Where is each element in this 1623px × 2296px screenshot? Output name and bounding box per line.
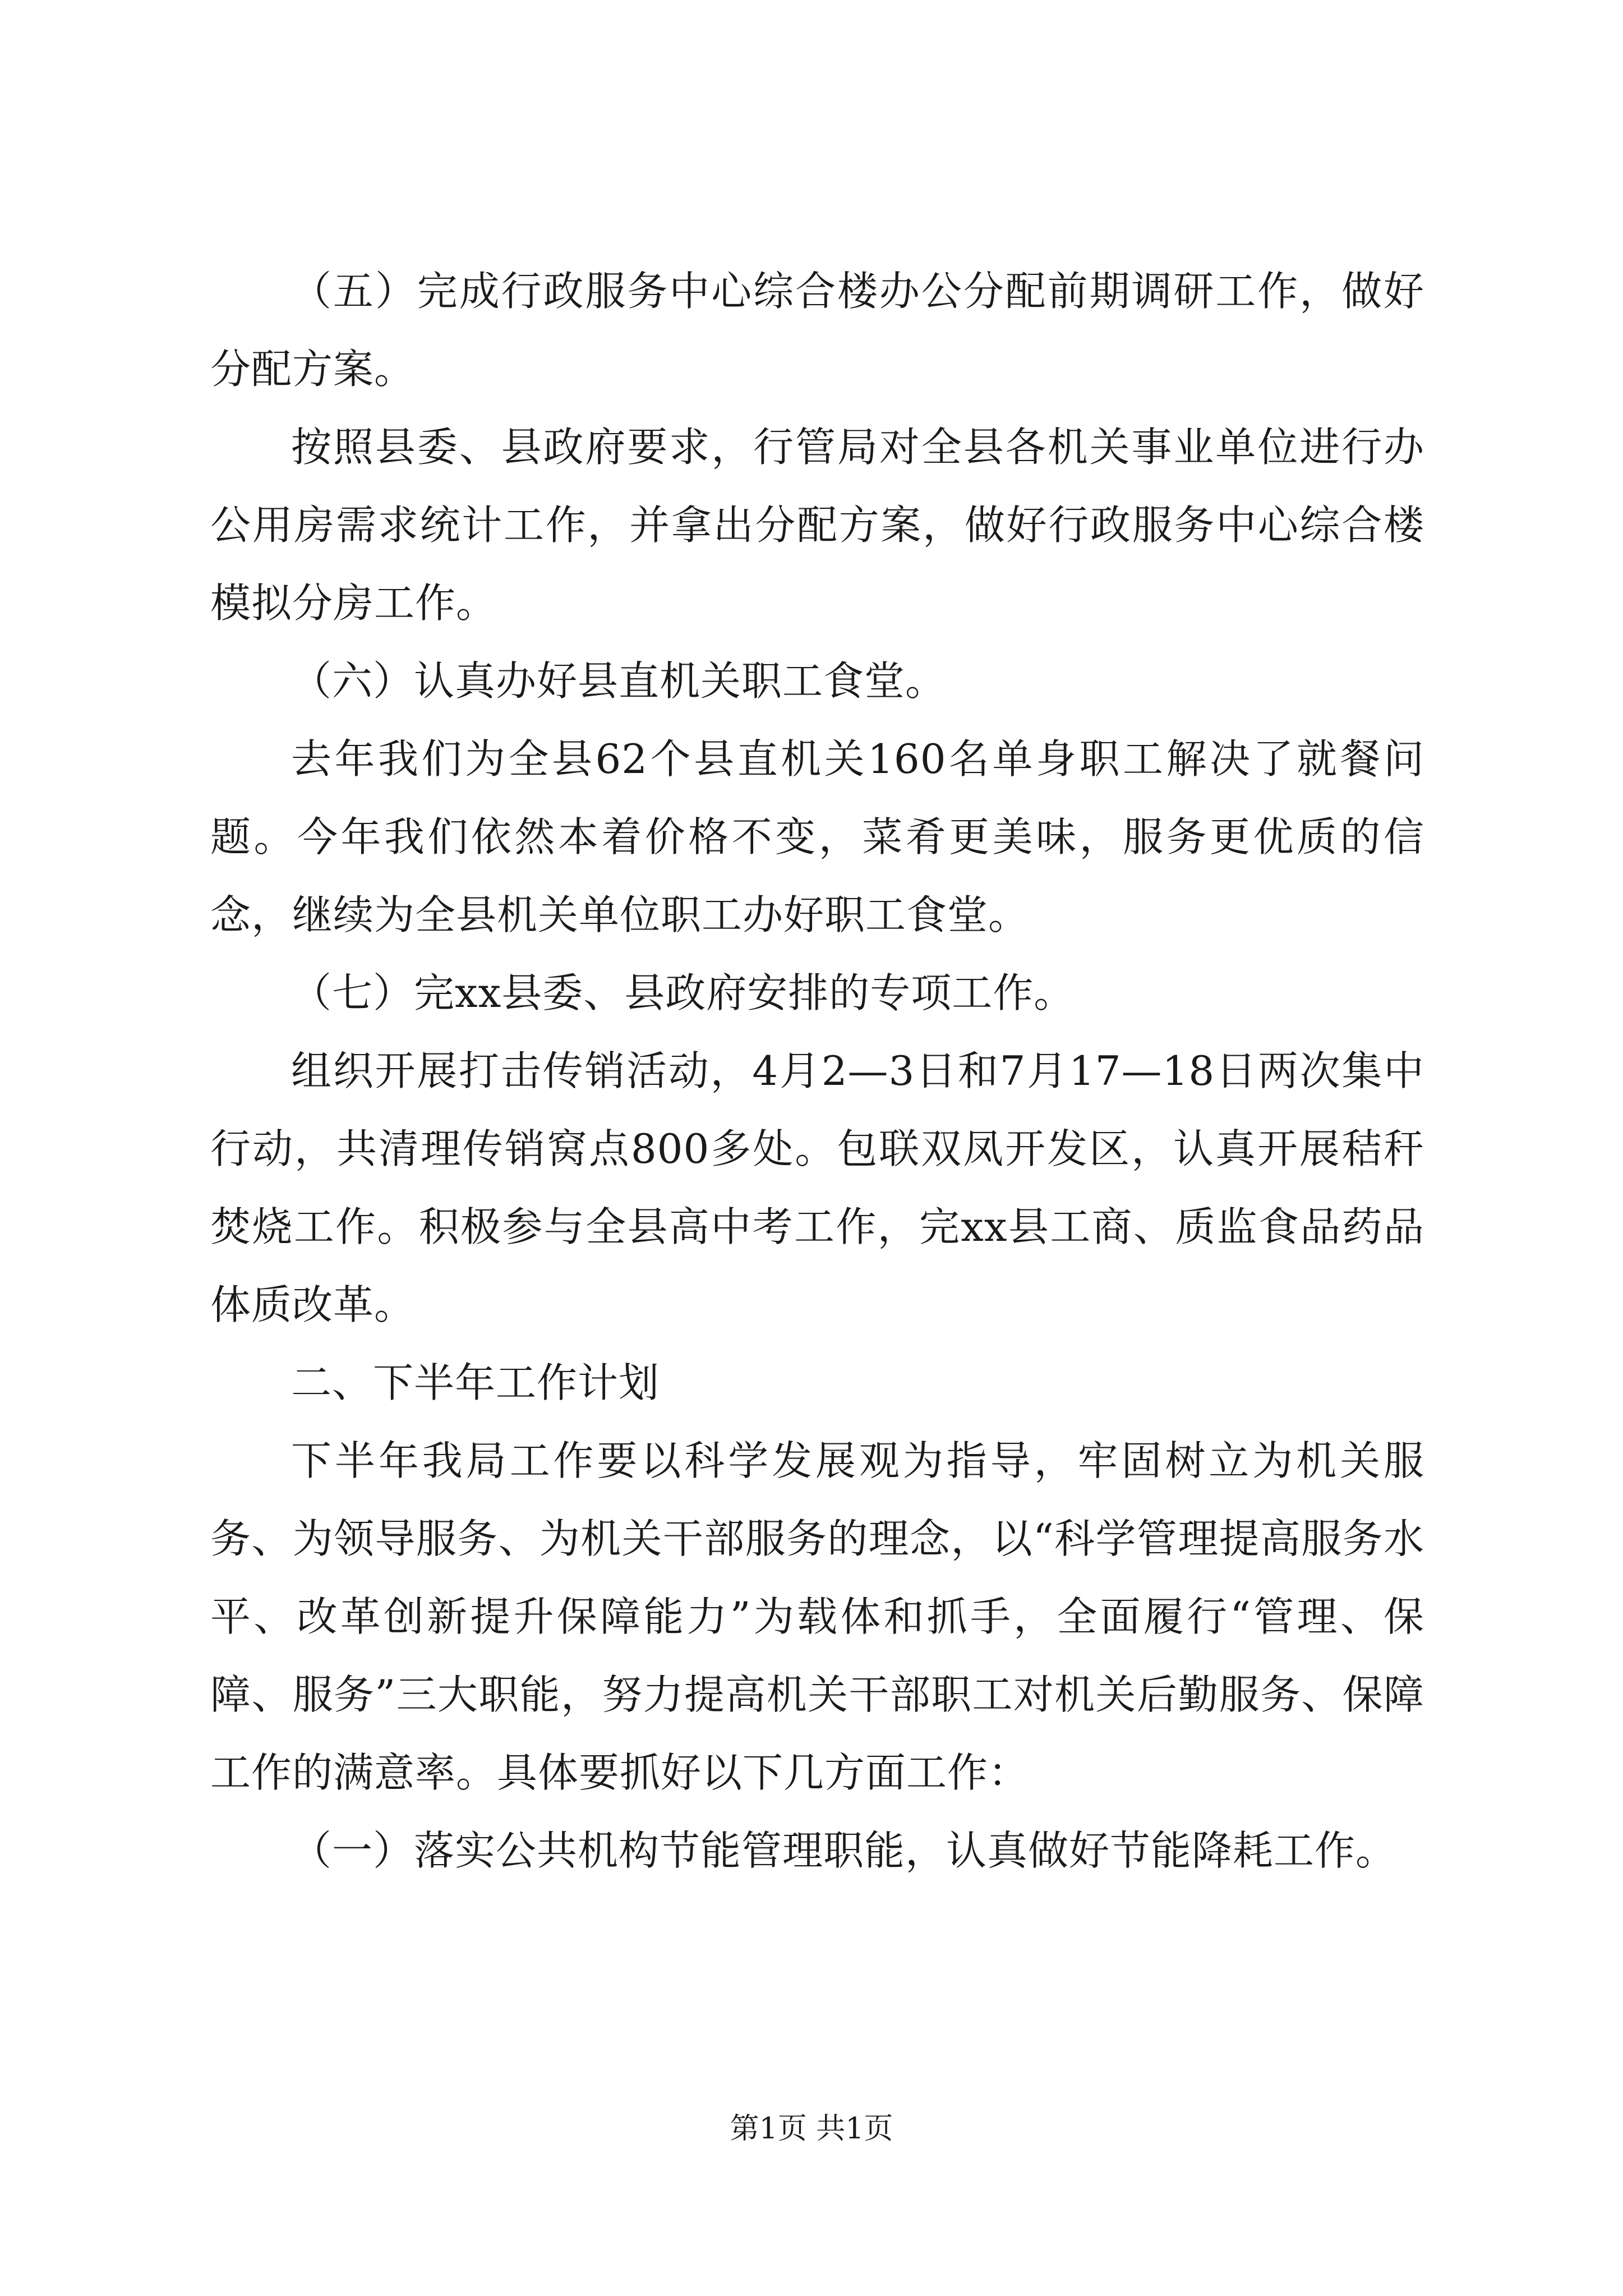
page-number-label: 第1页 共1页: [730, 2112, 893, 2146]
paragraph-section-7-body: 组织开展打击传销活动，4月2—3日和7月17—18日两次集中行动，共清理传销窝点800多处。包联双凤开发区，认真开展秸秆焚烧工作。积极参与全县高中考工作，完xx县工商、质监食品药品体质改革。: [210, 1047, 1424, 1328]
paragraph-plan-heading: 二、下半年工作计划: [291, 1359, 660, 1406]
paragraph-section-6-body: 去年我们为全县62个县直机关160名单身职工解决了就餐问题。今年我们依然本着价格不变，菜肴更美味，服务更优质的信念，继续为全县机关单位职工办好职工食堂。: [210, 735, 1424, 938]
paragraph-plan-item-1: （一）落实公共机构节能管理职能，认真做好节能降耗工作。: [291, 1827, 1397, 1874]
page-footer: [0, 2109, 1623, 2148]
paragraph-section-5-heading: （五）完成行政服务中心综合楼办公分配前期调研工作，做好分配方案。: [210, 268, 1424, 393]
paragraph-section-7-heading: （七）完xx县委、县政府安排的专项工作。: [291, 969, 1075, 1016]
document-body: [210, 252, 1424, 1890]
paragraph-plan-body: 下半年我局工作要以科学发展观为指导，牢固树立为机关服务、为领导服务、为机关干部服务的理念，以“科学管理提高服务水平、改革创新提升保障能力”为载体和抓手，全面履行“管理、保障、服务”三大职能，努力提高机关干部职工对机关后勤服务、保障工作的满意率。具体要抓好以下几方面工作：: [210, 1437, 1424, 1796]
paragraph-section-5-body: 按照县委、县政府要求，行管局对全县各机关事业单位进行办公用房需求统计工作，并拿出分配方案，做好行政服务中心综合楼模拟分房工作。: [210, 424, 1424, 627]
paragraph-section-6-heading: （六）认真办好县直机关职工食堂。: [291, 657, 947, 705]
